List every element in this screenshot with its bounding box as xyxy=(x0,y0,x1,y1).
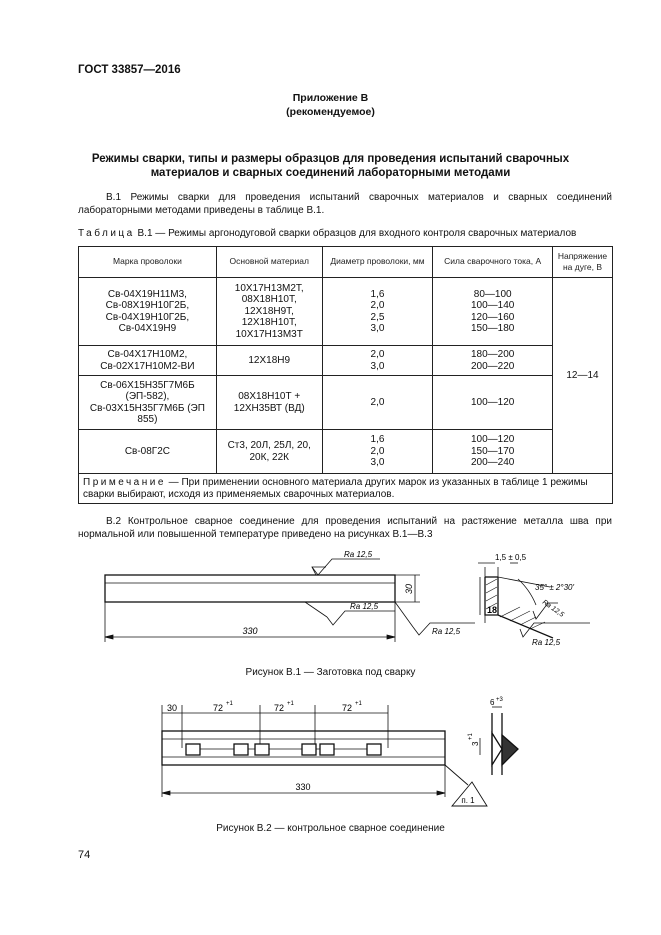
fig1-roughness-section: Ra 12,5 xyxy=(540,598,565,619)
cell-diameter: 1,6 2,0 2,5 3,0 xyxy=(322,278,433,346)
fig1-gap: 1,5 ± 0,5 xyxy=(495,553,527,562)
table-row xyxy=(79,430,613,474)
joint-section xyxy=(492,713,518,775)
cell-diameter: 1,6 2,0 3,0 xyxy=(322,430,433,474)
cell-wire: Св-04Х17Н10М2, Св-02Х17Н10М2-ВИ xyxy=(79,346,217,376)
cell-voltage: 12—14 xyxy=(553,278,613,474)
cell-current: 100—120 150—170 200—240 xyxy=(433,430,553,474)
fig2-dim-72-1: 72 xyxy=(213,703,224,713)
fig1-height: 30 xyxy=(404,583,414,595)
page-number: 74 xyxy=(78,849,91,861)
fig2-dim-6-tol: +3 xyxy=(496,697,503,703)
document-header: ГОСТ 33857—2016 xyxy=(78,64,181,76)
figure-b2-caption: Рисунок В.2 — контрольное сварное соединение xyxy=(216,823,445,834)
fig2-length: 330 xyxy=(295,782,311,792)
fig2-tol-1: +1 xyxy=(226,701,233,707)
fig2-tol-3: +1 xyxy=(355,701,362,707)
fig2-callout: п. 1 xyxy=(461,796,475,805)
header-base xyxy=(216,247,322,278)
fig1-roughness-section-2: Ra 12,5 xyxy=(532,638,561,647)
header-current: Сила сварочного тока, А xyxy=(433,247,553,278)
cell-wire: Св-06Х15Н35Г7М6Б (ЭП-582), Св-03Х15Н35Г7М6Б (ЭП 855) xyxy=(79,376,217,430)
welding-modes-table xyxy=(78,246,613,504)
note-prefix: Примечание xyxy=(83,477,166,488)
specimen-blocks xyxy=(186,744,381,755)
cell-base: 10Х17Н13М2Т, 08Х18Н10Т, 12Х18Н9Т, 12Х18Н10Т, 10Х17Н13М3Т xyxy=(216,278,322,346)
cell-current: 100—120 xyxy=(433,376,553,430)
table-caption-text: В.1 — Режимы аргонодуговой сварки образцов для входного контроля сварочных материалов xyxy=(134,228,577,239)
appendix-status: (рекомендуемое) xyxy=(286,106,375,118)
cell-current: 80—100 100—140 120—160 150—180 xyxy=(433,278,553,346)
table-row xyxy=(79,376,613,430)
cell-current: 180—200 200—220 xyxy=(433,346,553,376)
cell-wire: Св-04Х19Н11М3, Св-08Х19Н10Г2Б, Св-04Х19Н10Г2Б, Св-04Х19Н9 xyxy=(79,278,217,346)
cell-wire: Св-08Г2С xyxy=(79,430,217,474)
appendix-title: Приложение В xyxy=(292,92,369,104)
fig1-roughness-end: Ra 12,5 xyxy=(432,627,461,636)
cell-diameter: 2,0 3,0 xyxy=(322,346,433,376)
cell-diameter: 2,0 xyxy=(322,376,433,430)
table-note-row xyxy=(79,474,613,504)
fig1-angle: 35° ± 2°30' xyxy=(535,583,575,592)
header-voltage: Напряжение на дуге, В xyxy=(553,247,613,278)
table-header-row xyxy=(79,247,613,278)
table-caption xyxy=(78,228,576,239)
cell-base: 08Х18Н10Т + 12ХН35ВТ (ВД) xyxy=(216,376,322,430)
cell-base: Ст3, 20Л, 25Л, 20, 20К, 22К xyxy=(216,430,322,474)
fig1-roughness-top: Ra 12,5 xyxy=(344,550,373,559)
fig2-dim-30: 30 xyxy=(166,703,178,713)
header-wire: Марка проволоки xyxy=(79,247,217,278)
figure-b1-drawing xyxy=(90,545,620,657)
header-base-text: Основной материал xyxy=(229,256,309,267)
table-row xyxy=(79,278,613,346)
paragraph-b1: В.1 Режимы сварки для проведения испытаний сварочных материалов и сварных соединений лабораторными методами приведены в таблице В.1. xyxy=(78,192,612,216)
fig2-dim-72-2: 72 xyxy=(274,703,285,713)
fig2-dim-3: 3 xyxy=(471,741,480,746)
note-text: — При применении основного материала других марок из указанных в таблице 1 режимы сварки выбирают, исходя из применяемых сварочных материалов. xyxy=(83,477,588,500)
table-row xyxy=(79,346,613,376)
fig2-dim-6: 6 xyxy=(490,698,495,707)
header-diameter: Диаметр проволоки, мм xyxy=(322,247,433,278)
fig1-land: 18 xyxy=(487,605,498,615)
fig2-dim-3-tol: +1 xyxy=(468,733,474,740)
fig1-roughness-bottom: Ra 12,5 xyxy=(350,602,379,611)
fig2-tol-2: +1 xyxy=(287,701,294,707)
figure-b2-drawing xyxy=(150,693,530,813)
table-caption-prefix: Таблица xyxy=(78,228,135,239)
figure-b1-caption: Рисунок В.1 — Заготовка под сварку xyxy=(245,667,416,678)
section-title: Режимы сварки, типы и размеры образцов для проведения испытаний сварочных материалов и сварных соединений лабораторными методами xyxy=(91,153,570,179)
blank-plate xyxy=(105,575,395,602)
cell-base: 12Х18Н9 xyxy=(216,346,322,376)
table-note xyxy=(79,474,613,504)
paragraph-b2: В.2 Контрольное сварное соединение для проведения испытаний на растяжение металла шва при нормальной или повышенной температуре приведено на рисунках В.1—В.3 xyxy=(78,516,612,540)
fig2-dim-72-3: 72 xyxy=(342,703,353,713)
fig1-length: 330 xyxy=(242,626,258,636)
